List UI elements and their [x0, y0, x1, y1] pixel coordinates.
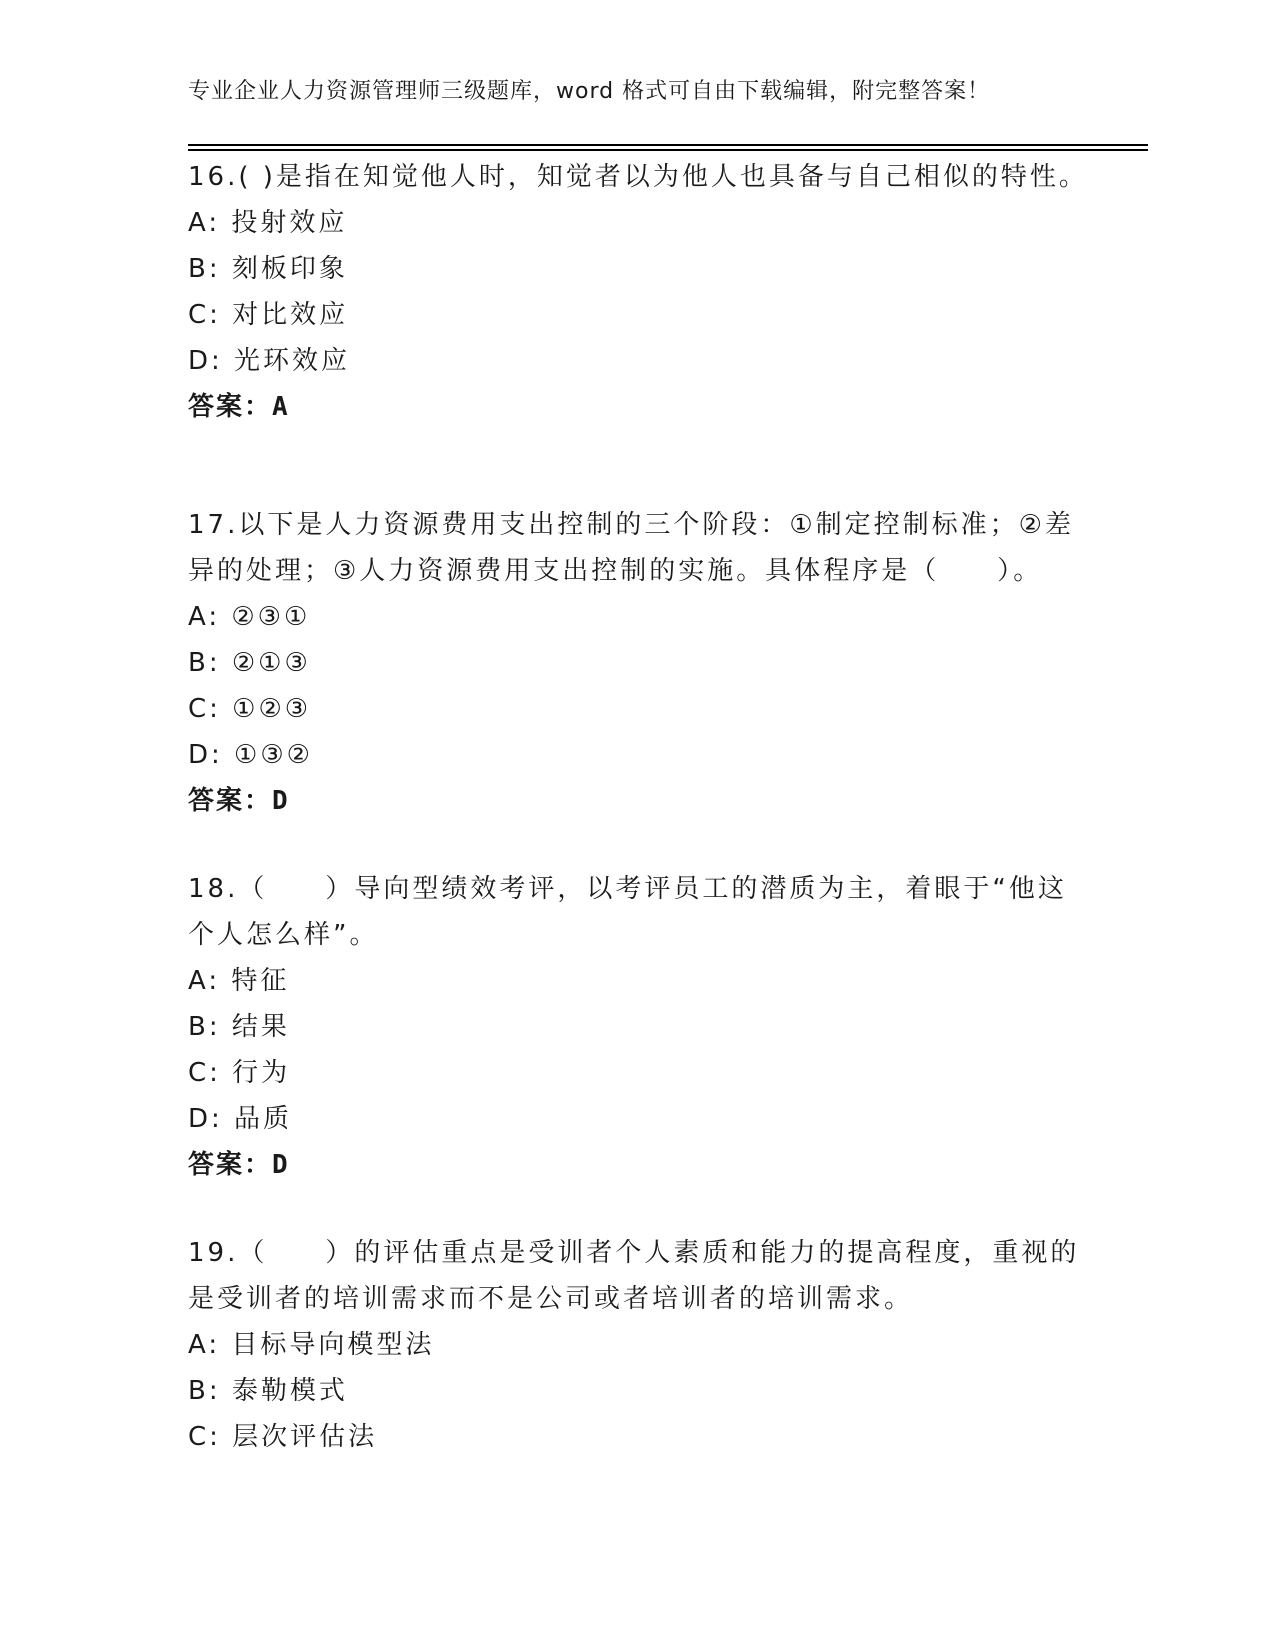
- option-a: A: 投射效应: [188, 208, 348, 238]
- header-divider-bottom: [188, 149, 1148, 151]
- answer-label: 答案：: [188, 392, 273, 422]
- option-b: B: 刻板印象: [188, 254, 348, 284]
- answer: [188, 778, 1088, 824]
- option-a: A: 目标导向模型法: [188, 1330, 435, 1360]
- question-16: [188, 154, 1088, 430]
- answer-value: A: [272, 392, 290, 422]
- question-stem: 16.( )是指在知觉他人时，知觉者以为他人也具备与自己相似的特性。: [188, 162, 1088, 192]
- question-18: [188, 866, 1088, 1188]
- option-c: C: 行为: [188, 1058, 291, 1088]
- option-d: D: ①③②: [188, 740, 313, 770]
- question-19: [188, 1230, 1088, 1460]
- header-divider-top: [188, 144, 1148, 146]
- question-stem: 17.以下是人力资源费用支出控制的三个阶段：①制定控制标准；②差异的处理；③人力资源费用支出控制的实施。具体程序是（ ）。: [188, 510, 1074, 586]
- option-c: C: 层次评估法: [188, 1422, 378, 1452]
- option-b: B: 结果: [188, 1012, 290, 1042]
- option-a: A: ②③①: [188, 602, 311, 632]
- answer-label: 答案：: [188, 1150, 273, 1180]
- option-c: C: ①②③: [188, 694, 312, 724]
- option-a: A: 特征: [188, 966, 290, 996]
- answer-label: 答案：: [188, 786, 273, 816]
- answer: [188, 1142, 1088, 1188]
- question-stem: 19.（ ）的评估重点是受训者个人素质和能力的提高程度，重视的是受训者的培训需求而不是公司或者培训者的培训需求。: [188, 1238, 1080, 1314]
- option-d: D: 品质: [188, 1104, 293, 1134]
- answer: [188, 384, 1088, 430]
- answer-value: D: [272, 1150, 290, 1180]
- question-17: [188, 502, 1088, 824]
- question-stem: 18.（ ）导向型绩效考评，以考评员工的潜质为主，着眼于“他这个人怎么样”。: [188, 874, 1067, 950]
- answer-value: D: [272, 786, 290, 816]
- option-d: D: 光环效应: [188, 346, 351, 376]
- option-c: C: 对比效应: [188, 300, 349, 330]
- option-b: B: ②①③: [188, 648, 311, 678]
- page-header: 专业企业人力资源管理师三级题库，word 格式可自由下载编辑，附完整答案！: [188, 79, 991, 104]
- option-b: B: 泰勒模式: [188, 1376, 348, 1406]
